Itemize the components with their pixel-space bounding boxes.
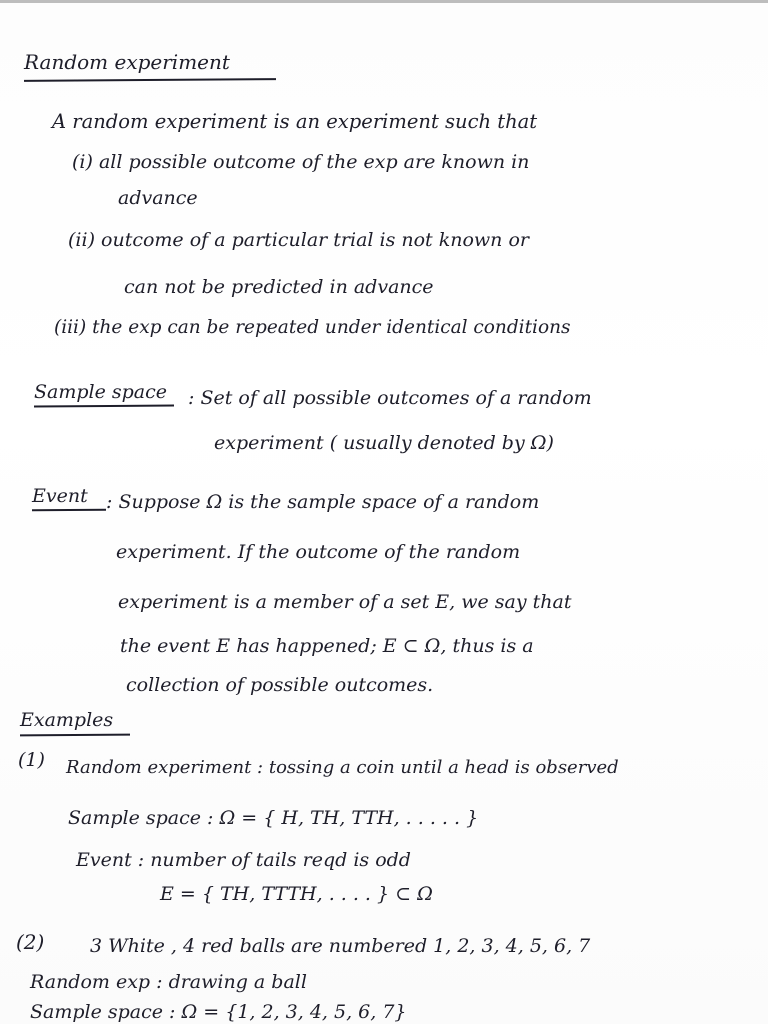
event-underline (32, 509, 106, 511)
event-definition-3: experiment is a member of a set E, we say that (118, 591, 572, 613)
point-iii: (iii) the exp can be repeated under identical conditions (54, 317, 571, 338)
heading-random-experiment: Random experiment (24, 50, 230, 74)
example-1-event-set: E = { TH, TTTH, . . . . } ⊂ Ω (160, 883, 433, 905)
example-1-event: Event : number of tails reqd is odd (76, 849, 411, 871)
example-2-sample-space: Sample space : Ω = {1, 2, 3, 4, 5, 6, 7} (30, 1001, 407, 1023)
page-top-edge (0, 0, 768, 3)
point-ii: (ii) outcome of a particular trial is not known or (68, 229, 529, 251)
point-ii-continued: can not be predicted in advance (124, 276, 434, 298)
sample-space-label: Sample space (34, 381, 168, 403)
examples-underline (20, 734, 130, 736)
event-definition-2: experiment. If the outcome of the random (116, 541, 521, 563)
definition-intro: A random experiment is an experiment such that (52, 110, 538, 133)
sample-space-definition: : Set of all possible outcomes of a random (188, 387, 592, 409)
event-definition-5: collection of possible outcomes. (126, 674, 434, 696)
example-2-experiment: Random exp : drawing a ball (30, 971, 307, 993)
event-label: Event (32, 485, 88, 507)
point-i: (i) all possible outcome of the exp are known in (72, 151, 530, 173)
event-definition: : Suppose Ω is the sample space of a random (106, 491, 540, 513)
example-1-experiment: Random experiment : tossing a coin until a head is observed (66, 757, 619, 778)
heading-underline (24, 78, 276, 81)
event-definition-4: the event E has happened; E ⊂ Ω, thus is a (120, 635, 534, 657)
example-2-text: 3 White , 4 red balls are numbered 1, 2, 3, 4, 5, 6, 7 (90, 935, 591, 957)
example-2-label: (2) (16, 930, 45, 954)
examples-heading: Examples (20, 709, 114, 731)
sample-space-definition-continued: experiment ( usually denoted by Ω) (214, 432, 554, 454)
point-i-continued: advance (118, 187, 198, 209)
example-1-sample-space: Sample space : Ω = { H, TH, TTH, . . . . . } (68, 807, 479, 829)
sample-space-underline (34, 405, 174, 407)
example-1-label: (1) (18, 749, 45, 771)
